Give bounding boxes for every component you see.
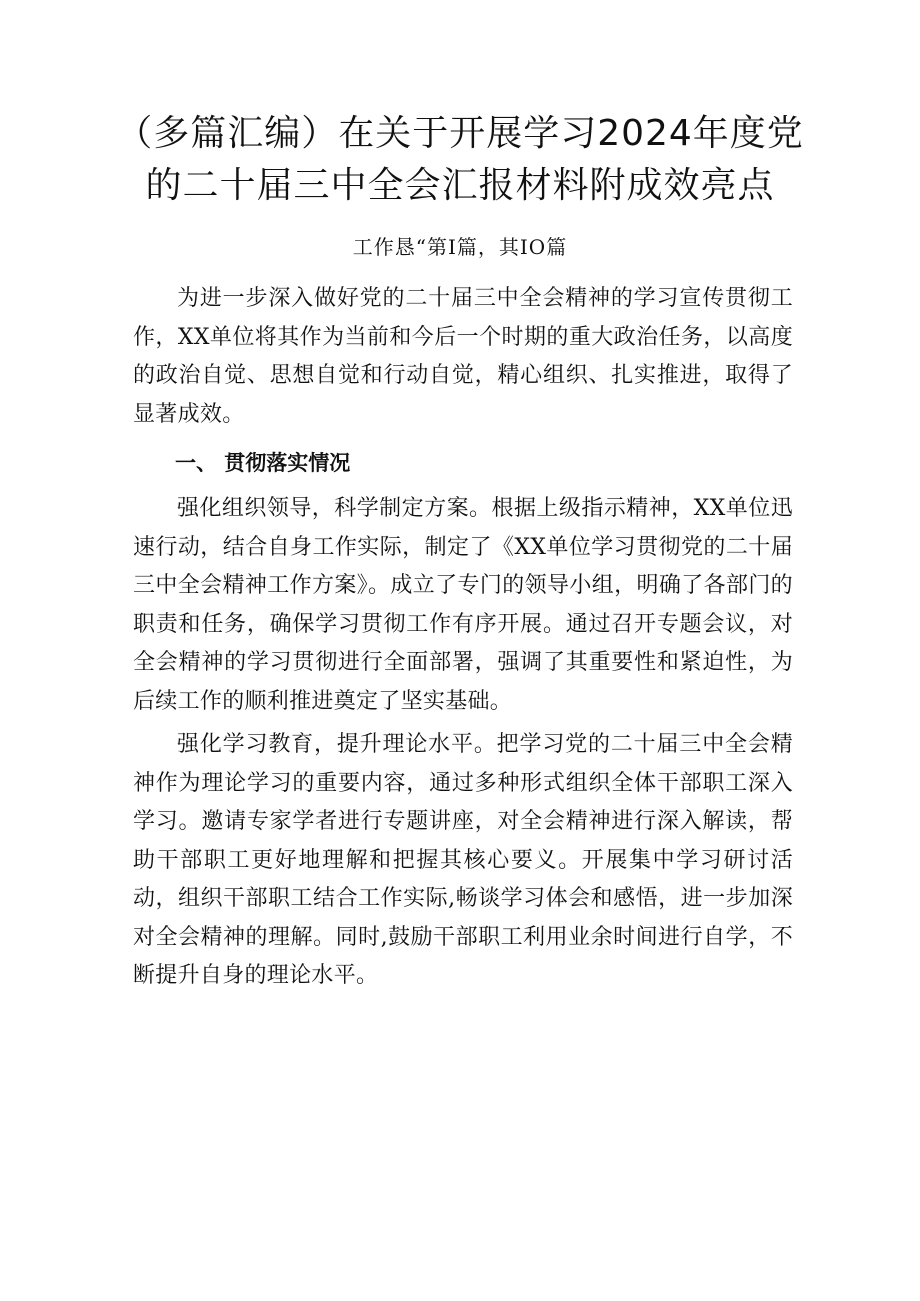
document-title xyxy=(60,108,860,212)
body-paragraph-2: 强化学习教育，提升理论水平。把学习党的二十届三中全会精神作为理论学习的重要内容，通过多种形式组织全体干部职工深入学习。邀请专家学者进行专题讲座，对全会精神进行深入解读，帮助干部职工更好地理解和把握其核心要义。开展集中学习研讨活动，组织干部职工结合工作实际,畅谈学习体会和感悟，进一步加深对全会精神的理解。同时,鼓励干部职工利用业余时间进行自学，不断提升自身的理论水平。 xyxy=(133,732,793,988)
section-heading: 一、 贯彻落实情况 xyxy=(175,451,351,475)
intro-paragraph: 为进一步深入做好党的二十届三中全会精神的学习宣传贯彻工作，XX单位将其作为当前和今后一个时期的重大政治任务，以高度的政治自觉、思想自觉和行动自觉，精心组织、扎实推进，取得了显著成效。 xyxy=(133,286,793,427)
body-paragraph-1: 强化组织领导，科学制定方案。根据上级指示精神，XX单位迅速行动，结合自身工作实际，制定了《XX单位学习贯彻党的二十届三中全会精神工作方案》。成立了专门的领导小组，明确了各部门的职责和任务，确保学习贯彻工作有序开展。通过召开专题会议，对全会精神的学习贯彻进行全面部署，强调了其重要性和紧迫性，为后续工作的顺利推进奠定了坚实基础。 xyxy=(133,496,793,714)
document-body xyxy=(133,280,793,996)
title-line-1: （多篇汇编）在关于开展学习2024年度党 xyxy=(116,113,804,154)
document-subtitle: 工作恳“第I篇，其IO篇 xyxy=(352,235,568,259)
title-line-2: 的二十届三中全会汇报材料附成效亮点 xyxy=(145,165,775,206)
